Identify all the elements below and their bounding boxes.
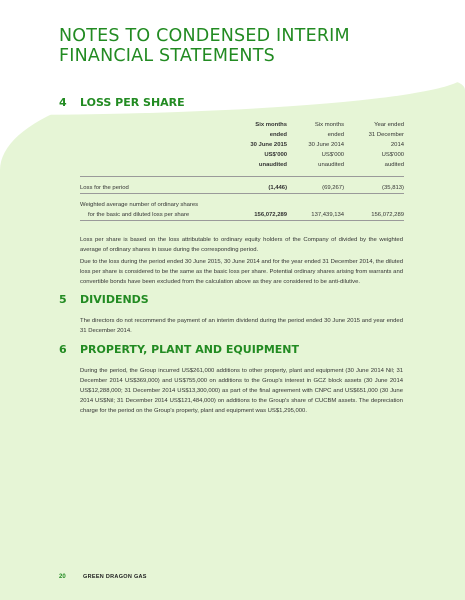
section-4-title: LOSS PER SHARE [80, 96, 185, 109]
row-value: (69,267) [287, 183, 344, 194]
table-header-row [80, 120, 404, 130]
loss-per-share-table [80, 120, 404, 221]
page-title [59, 26, 350, 66]
header-cell: ended [327, 132, 345, 138]
header-cell: 31 December [368, 132, 404, 138]
company-brand: GREEN DRAGON GAS [83, 574, 147, 580]
header-cell: unaudited [258, 162, 288, 168]
header-cell: 2014 [390, 142, 404, 148]
header-cell: Six months [255, 122, 288, 128]
row-value: 137,439,134 [287, 210, 344, 221]
loss-per-share-paragraph-2: Due to the loss during the period ended 30 June 2015, 30 June 2014 and for the year ended 31 December 2014, the diluted loss per share is considered to be the same as the basic loss per share. Potential ordinary shares arising from warrants and convertible bonds have been excluded from the calculation above as they are considered to be anti-dilutive. [80, 259, 403, 285]
page-title-line-1: NOTES TO CONDENSED INTERIM [59, 26, 350, 46]
loss-per-share-paragraph-1: Loss per share is based on the loss attributable to ordinary equity holders of the Company of divided by the weighted average of ordinary shares in issue during the corresponding period. [80, 237, 403, 253]
table-header-row [80, 140, 404, 150]
section-6-number: 6 [59, 343, 67, 356]
section-6-title: PROPERTY, PLANT AND EQUIPMENT [80, 343, 300, 356]
table-row-weighted [80, 210, 404, 221]
header-cell: US$'000 [264, 152, 288, 158]
page-title-line-2: FINANCIAL STATEMENTS [59, 46, 275, 66]
header-cell: unaudited [318, 162, 345, 168]
row-label: Loss for the period [80, 183, 233, 194]
section-5-heading [59, 293, 149, 306]
table-row-loss [80, 183, 404, 194]
table-header-row [80, 130, 404, 140]
section-6-heading [59, 343, 299, 356]
ppe-paragraph: During the period, the Group incurred US$261,000 additions to other property, plant and equipment (30 June 2014 Nil; 31 December 2014 US$369,000) and US$755,000 on additions to the Group's interest in GCZ block assets (30 June 2014 US$12,288,000; 31 December 2014 US$13,300,000) as part of the final agreement with CNPC and US$651,000 (30 June 2014 US$Nil; 31 December 2014 US$121,484,000) on additions to the Group's share of CUCBM assets. The depreciation charge for the period on the Group's property, plant and equipment was US$1,295,000. [80, 368, 403, 414]
row-value: (35,813) [344, 183, 404, 194]
header-cell: US$'000 [381, 152, 404, 158]
table-header-row [80, 160, 404, 170]
section-5-number: 5 [59, 293, 67, 306]
section-4-heading [59, 96, 185, 109]
header-cell: audited [384, 162, 404, 168]
row-value: 156,072,289 [344, 210, 404, 221]
section-5-title: DIVIDENDS [80, 293, 149, 306]
header-cell: 30 June 2014 [308, 142, 345, 148]
row-value: (1,446) [233, 183, 287, 194]
page-number: 20 [59, 574, 66, 580]
row-value: 156,072,289 [233, 210, 287, 221]
header-cell: Six months [314, 122, 345, 128]
table-header-row [80, 150, 404, 160]
row-label: for the basic and diluted loss per share [80, 210, 233, 221]
header-cell: US$'000 [321, 152, 345, 158]
header-cell: Year ended [374, 122, 404, 128]
header-cell: 30 June 2015 [250, 142, 288, 148]
row-label: Weighted average number of ordinary shares [80, 202, 199, 208]
section-4-number: 4 [59, 96, 67, 109]
table-row-weighted-label [80, 200, 404, 210]
header-cell: ended [269, 132, 288, 138]
dividends-paragraph: The directors do not recommend the payment of an interim dividend during the period ended 30 June 2015 and year ended 31 December 2014. [80, 318, 403, 334]
